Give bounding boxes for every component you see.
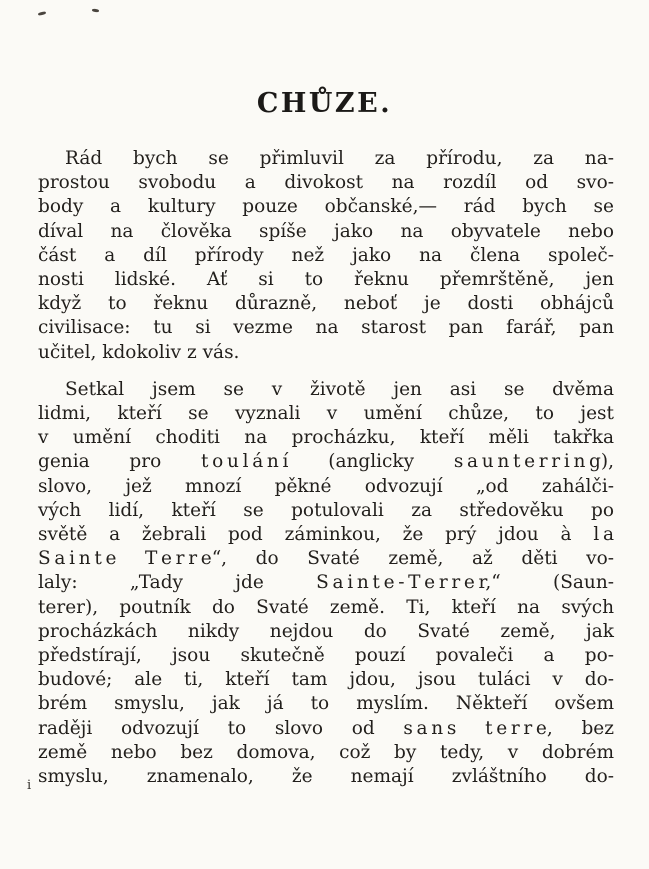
- text-line: v umění choditi na procházku, kteří měli takřka: [38, 427, 614, 449]
- text-line: raději odvozují to slovo od s a n s t e r r e, bez: [38, 717, 614, 739]
- text-line: laly: „Tady jde S a i n t e - T e r r e r,“ (Saun-: [38, 572, 614, 594]
- text-line: smyslu, znamenalo, že nemají zvláštního do-: [38, 766, 614, 788]
- text-line: Rád bych se přimluvil za přírodu, za na-: [65, 148, 614, 169]
- text-line: procházkách nikdy nejdou do Svaté země, jak: [38, 620, 614, 642]
- text-line: díval na člověka spíše jako na obyvatele nebo: [38, 220, 614, 242]
- paragraph-2: [38, 378, 614, 789]
- text-line: slovo, jež mnozí pěkné odvozují „od zahálči-: [38, 475, 614, 497]
- signature-mark: i: [27, 778, 32, 793]
- scan-speck: [38, 11, 46, 16]
- text-line: brém smyslu, jak já to myslím. Někteří ovšem: [38, 693, 614, 715]
- text-line: světě a žebrali pod záminkou, že prý jdou à l a: [38, 524, 614, 546]
- text-line: když to řeknu důrazně, neboť je dosti obhájců: [38, 293, 614, 315]
- text-line: genia pro t o u l á n í (anglicky s a u n t e r r i n g),: [38, 451, 614, 473]
- text-line: prostou svobodu a divokost na rozdíl od svo-: [38, 172, 614, 194]
- chapter-title: CHŮZE.: [256, 88, 393, 119]
- text-line: body a kultury pouze občanské,— rád bych se: [38, 196, 614, 218]
- text-line: S a i n t e T e r r e“, do Svaté země, až děti vo-: [38, 548, 614, 570]
- text-line: Setkal jsem se v životě jen asi se dvěma: [65, 378, 614, 400]
- text-line: učitel, kdokoliv z vás.: [38, 341, 240, 363]
- text-line: civilisace: tu si vezme na starost pan farář, pan: [38, 317, 614, 339]
- text-line: předstírají, jsou skutečně pouzí povaleči a po-: [38, 645, 614, 667]
- text-line: nosti lidské. Ať si to řeknu přemrštěně, jen: [38, 269, 614, 291]
- text-line: budové; ale ti, kteří tam jdou, jsou tuláci v do-: [38, 669, 614, 691]
- paragraph-1: [38, 147, 614, 365]
- scan-speck: [92, 8, 99, 12]
- text-line: část a díl přírody než jako na člena společ-: [38, 244, 614, 266]
- text-line: lidmi, kteří se vyznali v umění chůze, to jest: [38, 403, 614, 425]
- text-line: terer), poutník do Svaté země. Ti, kteří na svých: [38, 596, 614, 618]
- text-line: vých lidí, kteří se potulovali za středověku po: [38, 499, 614, 521]
- text-line: země nebo bez domova, což by tedy, v dobrém: [38, 741, 614, 763]
- text-block: [38, 147, 614, 789]
